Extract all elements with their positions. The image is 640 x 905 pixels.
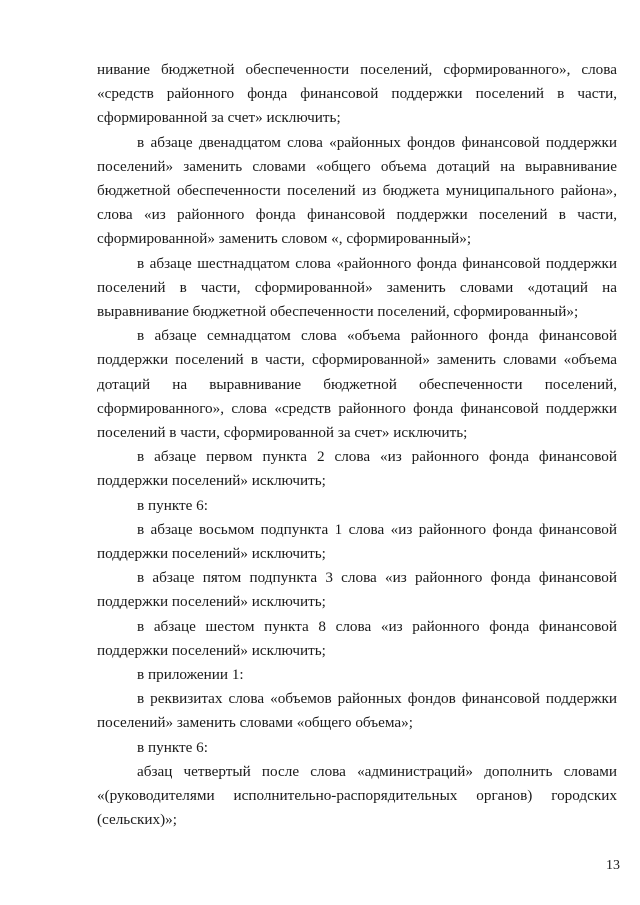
document-body [97, 58, 617, 833]
paragraph-6 [97, 494, 617, 518]
paragraph-5 [97, 445, 617, 493]
paragraph-3 [97, 252, 617, 325]
paragraph-12 [97, 736, 617, 760]
paragraph-8 [97, 566, 617, 614]
paragraph-9 [97, 615, 617, 663]
paragraph-7-text: в абзаце восьмом подпункта 1 слова «из районного фонда финансовой поддержки поселений» исключить; [97, 520, 617, 563]
paragraph-7 [97, 518, 617, 566]
paragraph-13-text: абзац четвертый после слова «администраций» дополнить словами «(руководителями исполнительно-распорядительных органов) городских (сельских)»; [97, 762, 617, 829]
paragraph-9-text: в абзаце шестом пункта 8 слова «из районного фонда финансовой поддержки поселений» исключить; [97, 617, 617, 659]
paragraph-8-text: в абзаце пятом подпункта 3 слова «из районного фонда финансовой поддержки поселений» исключить; [97, 569, 617, 611]
paragraph-10-text: в приложении 1: [137, 666, 244, 684]
paragraph-10 [97, 663, 617, 687]
paragraph-11 [97, 687, 617, 735]
paragraph-11-text: в реквизитах слова «объемов районных фондов финансовой поддержки поселений» заменить словами «общего объема»; [97, 690, 617, 732]
paragraph-1-text: нивание бюджетной обеспеченности поселений, сформированного», слова «средств районного фонда финансовой поддержки поселений в части, сформированной за счет» исключить; [97, 61, 617, 127]
paragraph-4-text: в абзаце семнадцатом слова «объема районного фонда финансовой поддержки поселений в части, сформированной» заменить словами «объема дотаций на выравнивание бюджетной обеспеченности поселений, сформированного», слова «средств районного фонда финансовой поддержки поселений в части, сформированной за счет» исключить; [97, 327, 617, 442]
paragraph-13 [97, 760, 617, 833]
paragraph-12-text: в пункте 6: [137, 738, 208, 756]
paragraph-5-text: в абзаце первом пункта 2 слова «из районного фонда финансовой поддержки поселений» исключить; [97, 448, 617, 490]
page-number: 13 [606, 858, 620, 873]
paragraph-2 [97, 131, 617, 252]
paragraph-3-text: в абзаце шестнадцатом слова «районного фонда финансовой поддержки поселений в части, сформированной» заменить словами «дотаций на выравнивание бюджетной обеспеченности поселений, сформированный»; [97, 254, 617, 321]
paragraph-6-text: в пункте 6: [137, 496, 208, 514]
paragraph-1 [97, 58, 617, 131]
paragraph-2-text: в абзаце двенадцатом слова «районных фондов финансовой поддержки поселений» заменить словами «общего объема дотаций на выравнивание бюджетной обеспеченности поселений из бюджета муниципального района», слова «из районного фонда финансовой поддержки поселений в части, сформированной» заменить словом «, сформированный»; [97, 133, 617, 248]
paragraph-4 [97, 324, 617, 445]
